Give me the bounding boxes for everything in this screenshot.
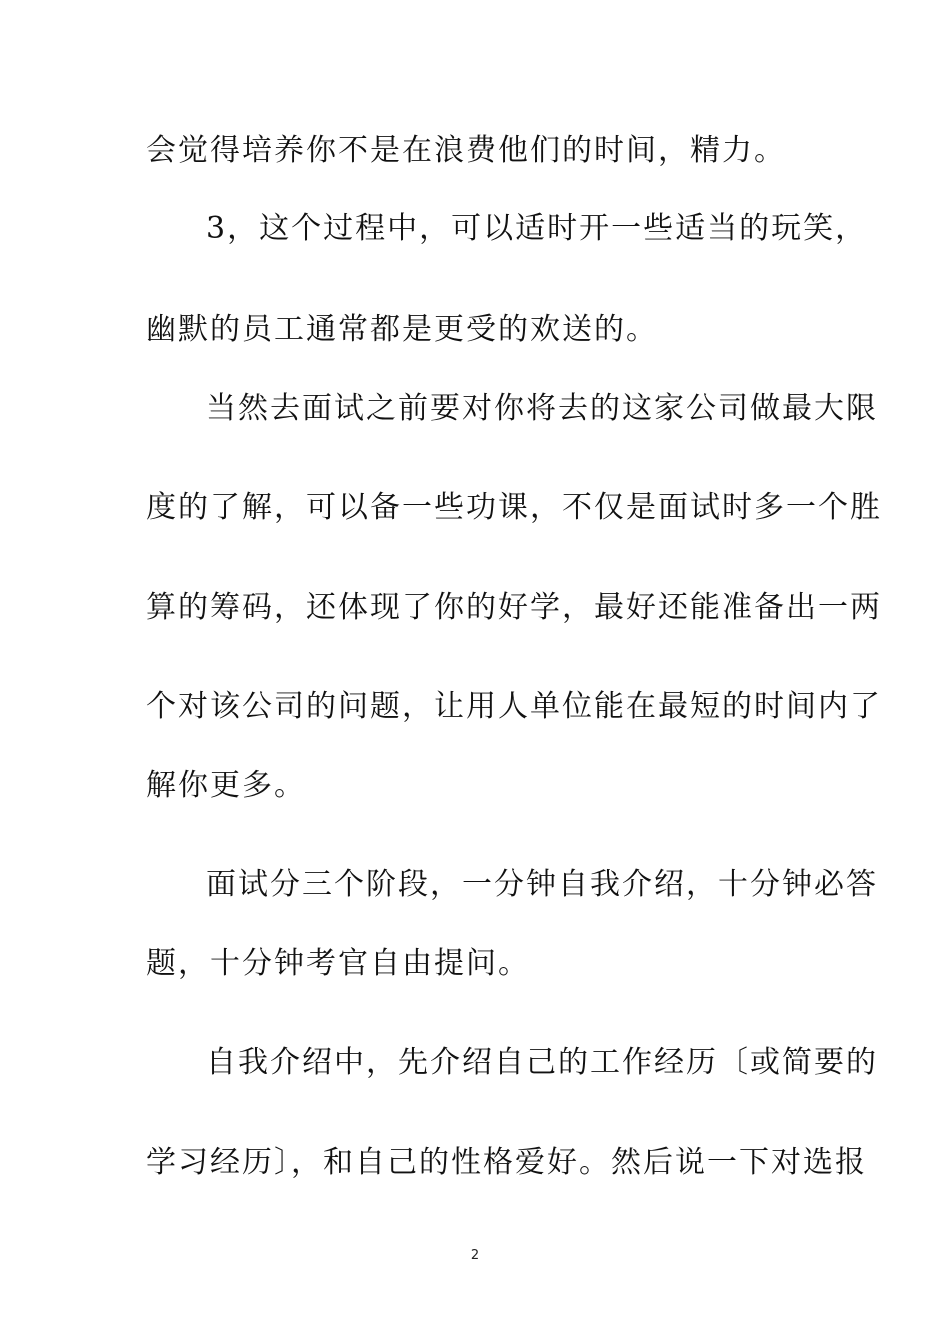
text-line-5: 度的了解，可以备一些功课，不仅是面试时多一个胜 (146, 490, 882, 525)
text-line-11: 自我介绍中，先介绍自己的工作经历〔或简要的 (206, 1045, 878, 1080)
text-line-12: 学习经历〕，和自己的性格爱好。然后说一下对选报 (146, 1145, 867, 1180)
text-line-2: 3，这个过程中，可以适时开一些适当的玩笑， (206, 211, 868, 246)
text-line-6: 算的筹码，还体现了你的好学，最好还能准备出一两 (146, 590, 882, 625)
text-line-10: 题，十分钟考官自由提问。 (146, 946, 530, 981)
page-number: 2 (470, 1248, 480, 1263)
text-line-3: 幽默的员工通常都是更受的欢送的。 (146, 312, 658, 347)
text-line-1: 会觉得培养你不是在浪费他们的时间，精力。 (146, 133, 786, 168)
text-line-9: 面试分三个阶段，一分钟自我介绍，十分钟必答 (206, 867, 878, 902)
text-line-4: 当然去面试之前要对你将去的这家公司做最大限 (206, 391, 878, 426)
text-line-8: 解你更多。 (146, 768, 306, 803)
text-line-7: 个对该公司的问题，让用人单位能在最短的时间内了 (146, 689, 882, 724)
